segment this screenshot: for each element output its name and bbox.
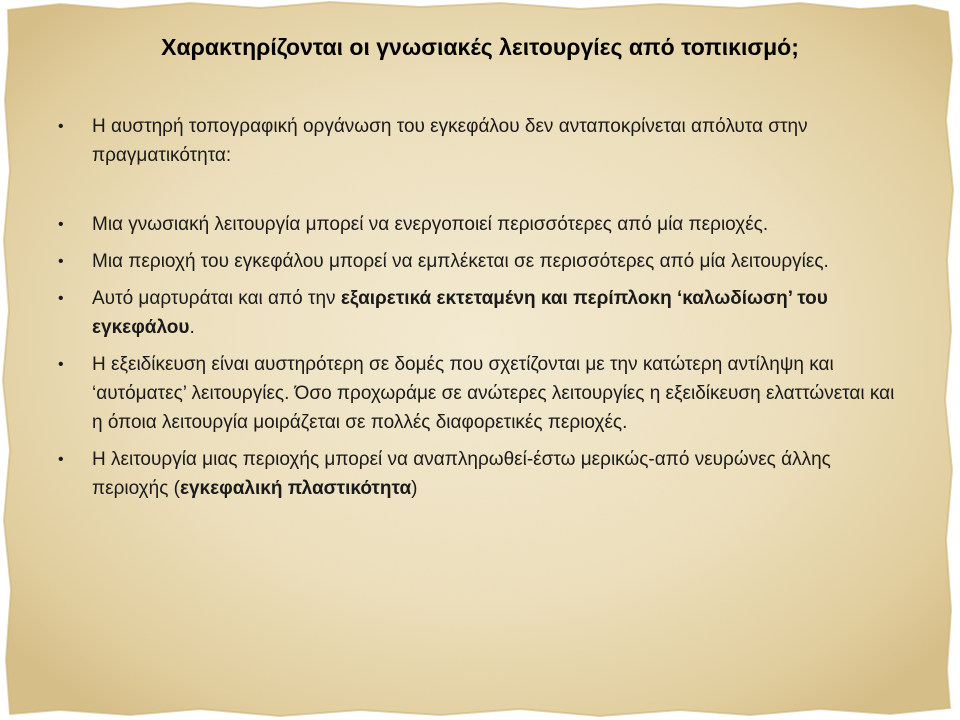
bullet-dot-icon: • [58,451,64,468]
bullet-item [58,350,898,437]
slide-title: Χαρακτηρίζονται οι γνωσιακές λειτουργίες από τοπικισμό; [161,34,799,60]
bullet-text: Μια περιοχή του εγκεφάλου μπορεί να εμπλέκεται σε περισσότερες από μία λειτουργίες. [92,251,829,272]
bullet-text: Η εξειδίκευση είναι αυστηρότερη σε δομές που σχετίζονται με την κατώτερη αντίληψη και ‘αυτόματες’ λειτουργίες. Όσο προχωράμε σε ανώτερες λειτουργίες η εξειδίκευση ελαττώνεται και η όποια λειτουργία μοιράζεται σε πολλές διαφορετικές περιοχές. [92,354,895,433]
bullet-dot-icon: • [58,216,64,233]
bullet-bold-text: εξαιρετικά εκτεταμένη και περίπλοκη ‘καλωδίωση’ του εγκεφάλου [92,288,828,338]
bullet-dot-icon: • [58,118,64,135]
bullet-list [58,112,898,511]
bullet-item [58,284,898,342]
bullet-dot-icon: • [58,290,64,307]
bullet-text: Η αυστηρή τοπογραφική οργάνωση του εγκεφάλου δεν ανταποκρίνεται απόλυτα στην πραγματικότητα: [92,116,808,166]
bullet-bold-text: εγκεφαλική πλαστικότητα [179,478,412,499]
bullet-text-end: ) [411,478,418,499]
bullet-item [58,112,898,170]
bullet-item [58,445,898,503]
bullet-text: Μια γνωσιακή λειτουργία μπορεί να ενεργοποιεί περισσότερες από μία περιοχές. [92,214,769,235]
bullet-dot-icon: • [58,356,64,373]
bullet-text: Η λειτουργία μιας περιοχής μπορεί να αναπληρωθεί-έστω μερικώς-από νευρώνες άλλης περιοχής ( [92,449,831,499]
bullet-text-end: . [189,317,195,338]
bullet-text: Αυτό μαρτυράται και από την [92,288,341,309]
bullet-item [58,210,898,239]
bullet-dot-icon: • [58,253,64,270]
bullet-item [58,247,898,276]
